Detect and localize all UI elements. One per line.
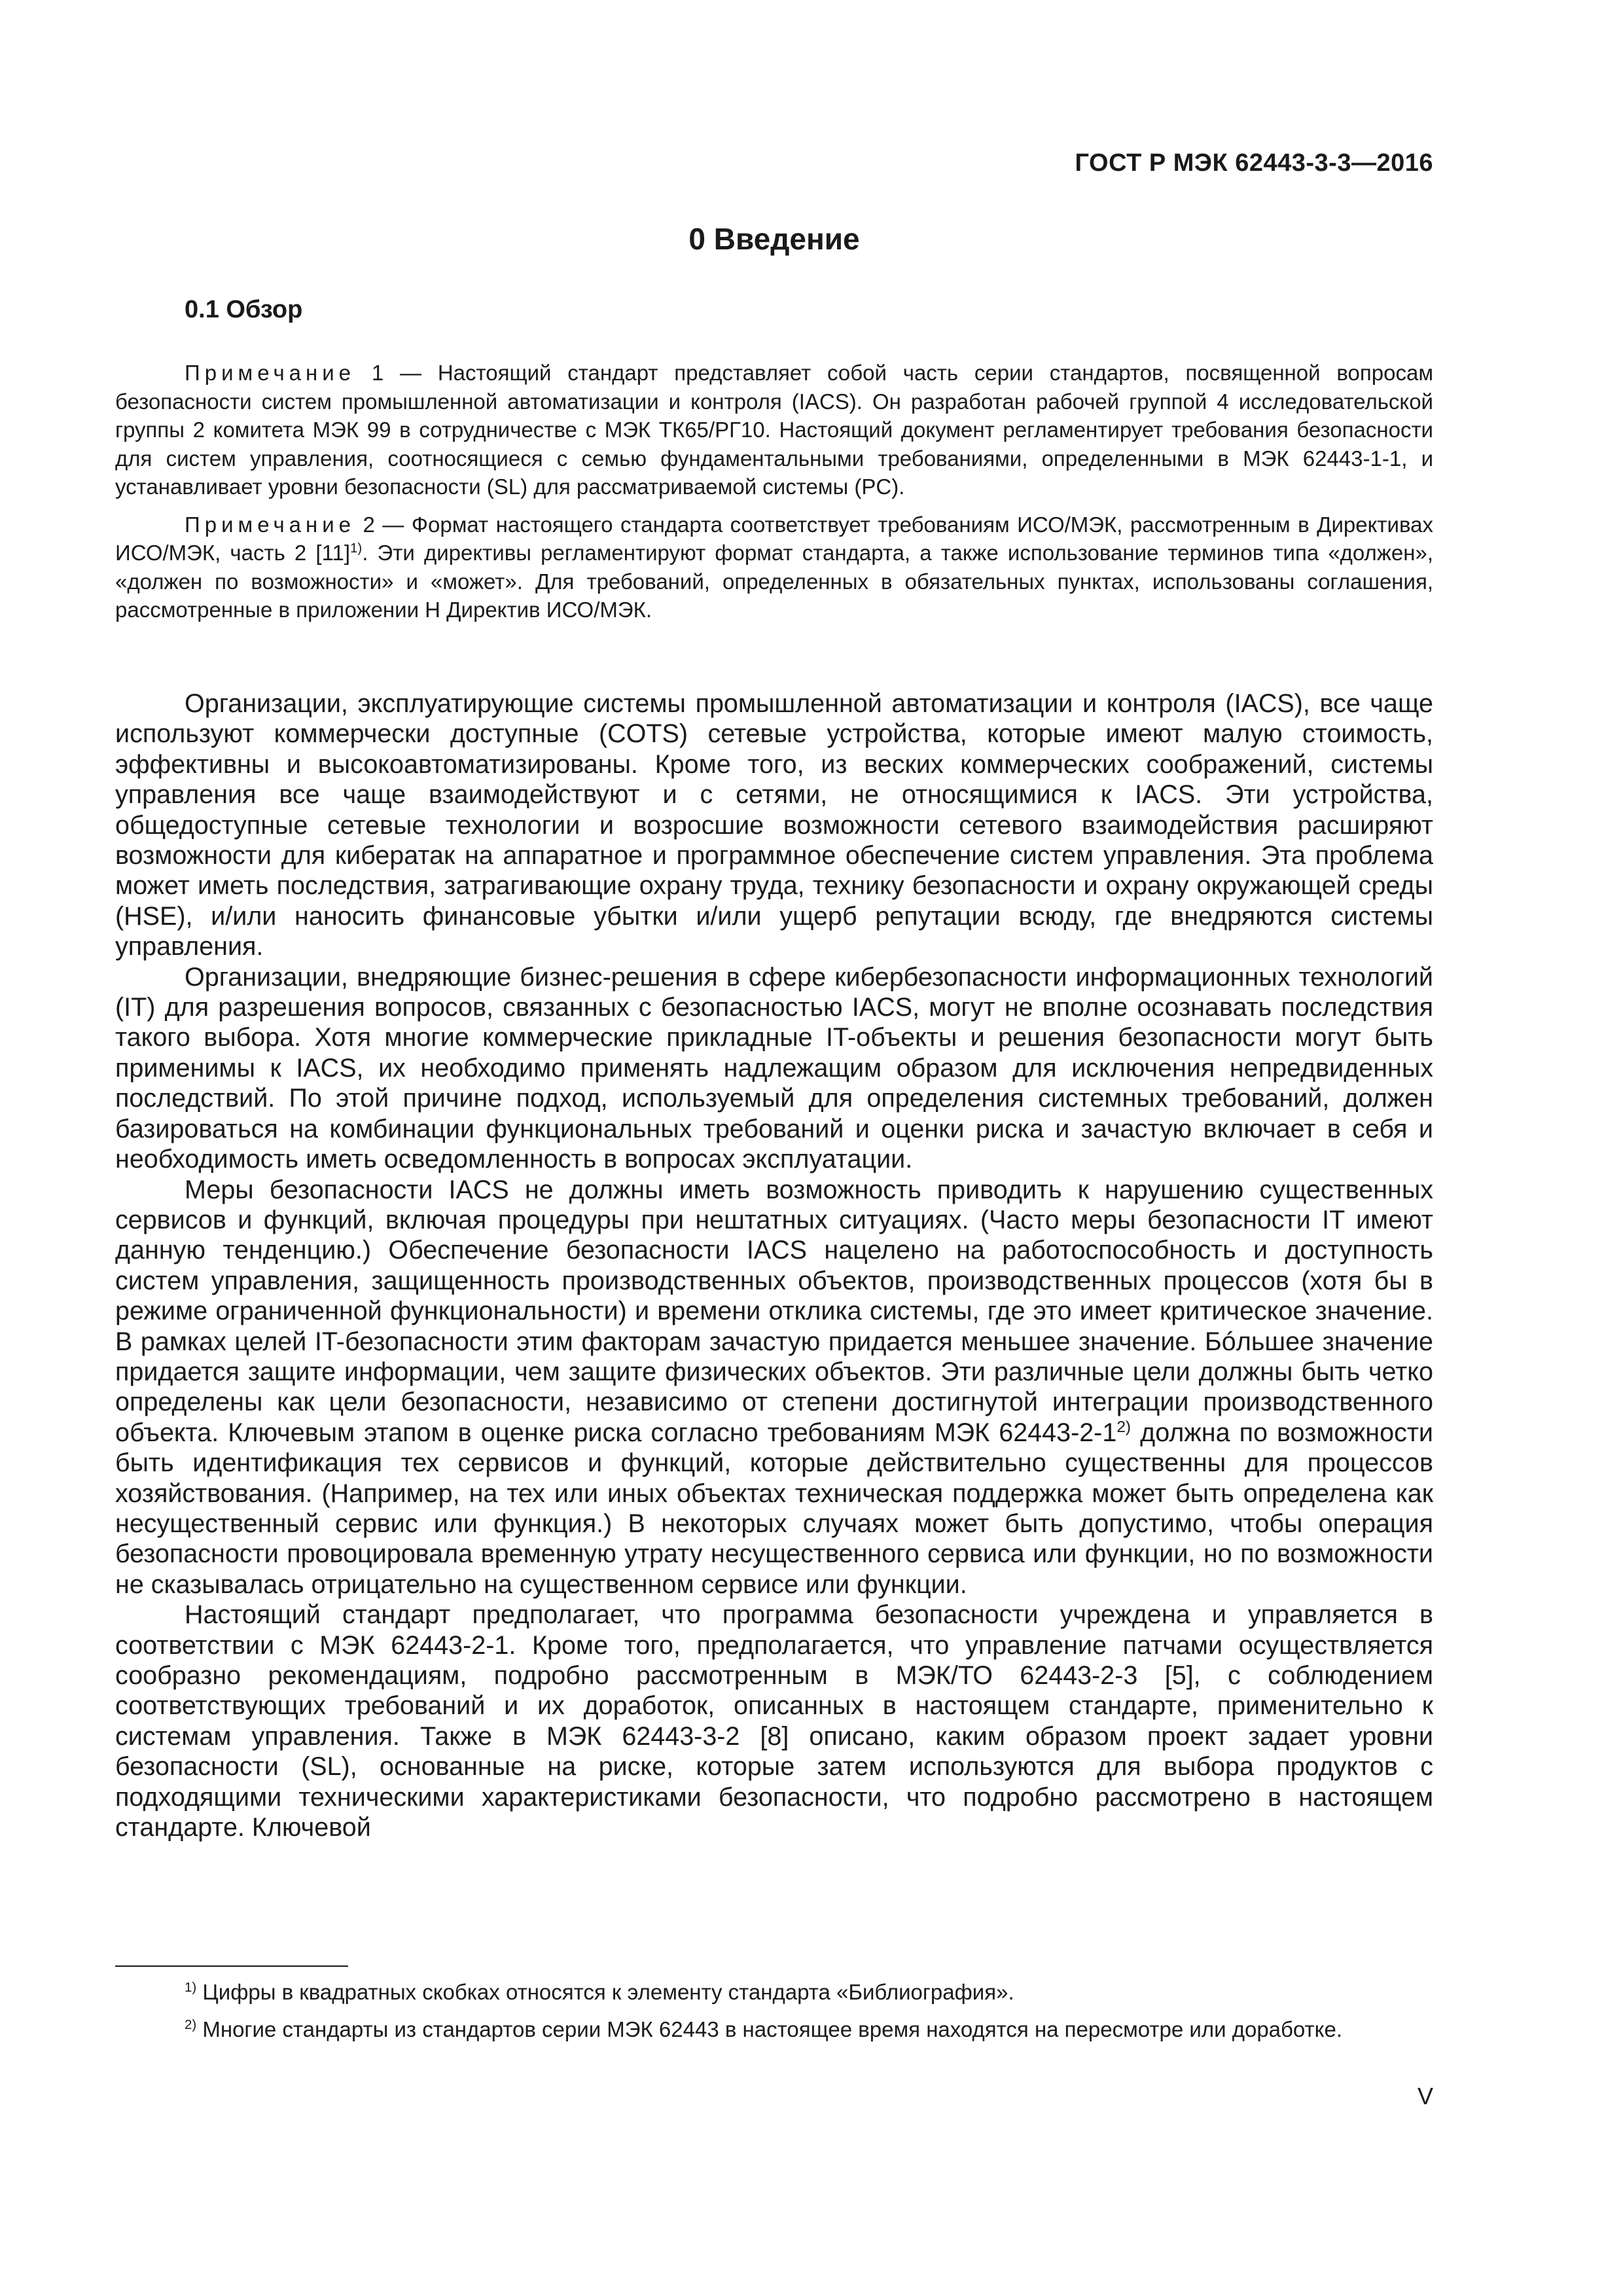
notes-block xyxy=(115,359,1433,634)
paragraph-4: Настоящий стандарт предполагает, что программа безопасности учреждена и управляется в соответствии с МЭК 62443-2-1. Кроме того, предполагается, что управление патчами осуществляется сообразно рекомендациям, подробно рассмотренным в МЭК/ТО 62443-2-3 [5], с соблюдением соответствующих требований и их доработок, описанных в настоящем стандарте, применительно к системам управления. Также в МЭК 62443-3-2 [8] описано, каким образом проект задает уровни безопасности (SL), основанные на риске, которые затем используются для выбора продуктов с подходящими техническими характеристиками безопасности, что подробно рассмотрено в настоящем стандарте. Ключевой xyxy=(115,1600,1433,1842)
note-label: Примечание xyxy=(185,361,356,385)
note-label: Примечание xyxy=(185,512,356,537)
footnote-mark: 1) xyxy=(185,1980,197,1995)
paragraph-3-text: Меры безопасности IACS не должны иметь возможность приводить к нарушению существенных сервисов и функций, включая процедуры при нештатных ситуациях. (Часто меры безопасности IT имеют данную тенденцию.) Обеспечение безопасности IACS нацелено на работоспособность и доступность систем управления, защищенность производственных объектов, производственных процессов (хотя бы в режиме ограниченной функциональности) и времени отклика системы, где это имеет критическое значение. В рамках целей IT-безопасности этим факторам зачастую придается меньшее значение. Бóльшее значение придается защите информации, чем защите физических объектов. Эти различные цели должны быть четко определены как цели безопасности, независимо от степени достигнутой интеграции производственного объекта. Ключевым этапом в оценке риска согласно требованиям МЭК 62443-2-1 xyxy=(115,1175,1433,1447)
footnote-text: Многие стандарты из стандартов серии МЭК 62443 в настоящее время находятся на пересмотре или доработке. xyxy=(202,2017,1342,2041)
section-title: 0 Введение xyxy=(688,222,860,256)
page-number: V xyxy=(1417,2083,1433,2109)
subsection-title: 0.1 Обзор xyxy=(185,296,303,323)
note-text: Настоящий стандарт представляет собой часть серии стандартов, посвященной вопросам безопасности систем промышленной автоматизации и контроля (IACS). Он разработан рабочей группой 4 исследовательской группы 2 комитета МЭК 99 в сотрудничестве с МЭК ТК65/РГ10. Настоящий документ регламентирует требования безопасности для систем управления, соотносящиеся с семью фундаментальными требованиями, определенными в МЭК 62443-1-1, и устанавливает уровни безопасности (SL) для рассматриваемой системы (PC). xyxy=(115,361,1434,499)
footnotes-block xyxy=(115,1978,1433,2053)
note-2: Примечание 2 — Формат настоящего стандарта соответствует требованиям ИСО/МЭК, рассмотренным в Директивах ИСО/МЭК, часть 2 $[11]^{1)}$. Эти директивы регламентируют формат стандарта, а также использование терминов типа «должен», «должен по возможности» и «может». Для требований, определенных в обязательных пунктах, использованы соглашения, рассмотренные в приложении Н Директив ИСО/МЭК. xyxy=(115,512,1433,622)
paragraph-1: Организации, эксплуатирующие системы промышленной автоматизации и контроля (IACS), все чаще используют коммерчески доступные (COTS) сетевые устройства, которые имеют малую стоимость, эффективны и высокоавтоматизированы. Кроме того, из веских коммерческих соображений, системы управления все чаще взаимодействуют и с сетями, не относящимися к IACS. Эти устройства, общедоступные сетевые технологии и возросшие возможности сетевого взаимодействия расширяют возможности для кибератак на аппаратное и программное обеспечение систем управления. Эта проблема может иметь последствия, затрагивающие охрану труда, технику безопасности и охрану окружающей среды (HSE), и/или наносить финансовые убытки и/или ущерб репутации всюду, где внедряются системы управления. xyxy=(115,689,1433,961)
note-number: 2 xyxy=(363,512,375,537)
paragraph-2: Организации, внедряющие бизнес-решения в сфере кибербезопасности информационных технологий (IT) для разрешения вопросов, связанных с безопасностью IACS, могут не вполне осознавать последствия такого выбора. Хотя многие коммерческие прикладные IT-объекты и решения безопасности могут быть применимы к IACS, их необходимо применять надлежащим образом для исключения непредвиденных последствий. По этой причине подход, используемый для определения системных требований, должен базироваться на комбинации функциональных требований и оценки риска и зачастую включает в себя и необходимость иметь осведомленность в вопросах эксплуатации. xyxy=(115,962,1433,1174)
note-text: Формат настоящего стандарта соответствует требованиям ИСО/МЭК, рассмотренным в Директивах ИСО/МЭК, часть 2 [11] xyxy=(115,512,1433,565)
paragraph-3 xyxy=(115,1175,1433,1600)
paragraph-3-text-continued: должна по возможности быть идентификация тех сервисов и функций, которые действительно существенны для процессов хозяйствования. (Например, на тех или иных объектах техническая поддержка может быть определена как несущественный сервис или функция.) В некоторых случаях может быть допустимо, чтобы операция безопасности провоцировала временную утрату несущественного сервиса или функции, но по возможности не сказывалась отрицательно на существенном сервисе или функции. xyxy=(115,1418,1433,1599)
body-text xyxy=(115,689,1433,1842)
footnote-mark: 2) xyxy=(185,2017,197,2032)
footnote-reference[interactable]: 2) xyxy=(1116,1418,1132,1436)
document-page xyxy=(115,0,1433,2296)
footnote-text: Цифры в квадратных скобках относятся к элементу стандарта «Библиография». xyxy=(202,1980,1014,2004)
standard-header: ГОСТ Р МЭК 62443-3-3—2016 xyxy=(1075,149,1433,177)
note-number: 1 xyxy=(371,361,384,385)
note-1: Примечание 1 — Настоящий стандарт представляет собой часть серии стандартов, посвященной вопросам безопасности систем промышленной автоматизации и контроля (IACS). Он разработан рабочей группой 4 исследовательской группы 2 комитета МЭК 99 в сотрудничестве с МЭК ТК65/РГ10. Настоящий документ регламентирует требования безопасности для систем управления, соотносящиеся с семью фундаментальными требованиями, определенными в МЭК 62443-1-1, и устанавливает уровни безопасности (SL) для рассматриваемой системы (PC). xyxy=(115,361,1434,499)
footnote-2 xyxy=(115,2015,1433,2043)
footnote-reference[interactable]: 1) xyxy=(350,541,363,556)
footnote-1 xyxy=(115,1978,1433,2006)
note-text-continued: . Эти директивы регламентируют формат стандарта, а также использование терминов типа «должен», «должен по возможности» и «может». Для требований, определенных в обязательных пунктах, использованы соглашения, рассмотренные в приложении Н Директив ИСО/МЭК. xyxy=(115,541,1433,622)
footnote-separator xyxy=(115,1965,348,1967)
